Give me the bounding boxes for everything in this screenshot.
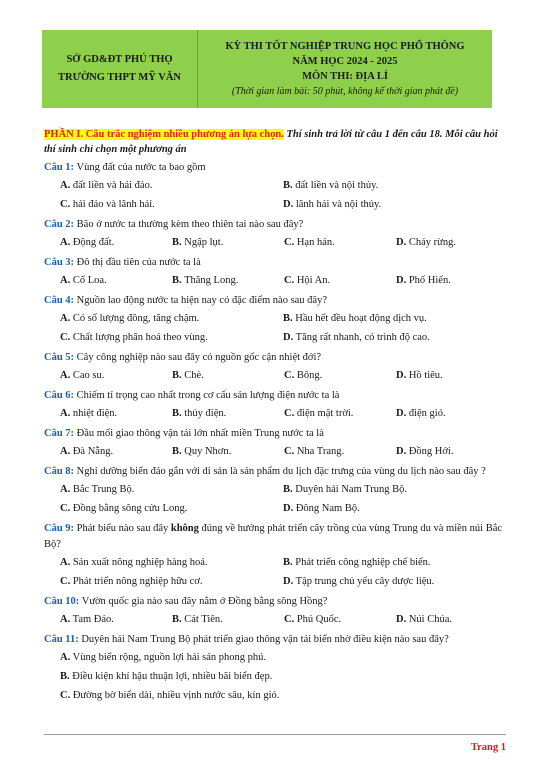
option-b[interactable]: B. Điều kiện khí hậu thuận lợi, nhiều bãi biển đẹp. (60, 671, 273, 682)
question-text: Vùng đất của nước ta bao gồm (74, 162, 206, 173)
option-d[interactable]: D. Đồng Hới. (396, 446, 454, 457)
section-title: PHẦN I. Câu trắc nghiệm nhiều phương án lựa chọn. (44, 129, 284, 140)
option-c[interactable]: C. Chất lượng phân hoá theo vùng. (60, 332, 208, 343)
school-year: NĂM HỌC 2024 - 2025 (292, 56, 398, 67)
time-note: (Thời gian làm bài: 50 phút, không kể thời gian phát đề) (231, 86, 459, 97)
option-b[interactable]: B. Thăng Long. (172, 275, 239, 286)
option-c[interactable]: C. Nha Trang. (284, 446, 345, 457)
option-d[interactable]: D. Phố Hiến. (396, 275, 451, 286)
question-4: Câu 4: Nguồn lao động nước ta hiện nay có đặc điểm nào sau đây? A. Có số lượng đông, tăng chậm. B. Hầu hết đều hoạt động dịch vụ. C. Chất lượng phân hoá theo vùng. D. Tăng rất nhanh, có trình độ cao. (44, 293, 506, 347)
question-1 (44, 160, 506, 214)
option-b[interactable]: B. Duyên hải Nam Trung Bộ. (283, 484, 407, 495)
option-a[interactable]: A. Đà Nẵng. (60, 446, 114, 457)
option-b[interactable]: B. Chè. (172, 370, 204, 381)
option-c[interactable]: C. Hạn hán. (284, 237, 335, 248)
option-d[interactable]: D. lãnh hải và nội thủy. (283, 199, 382, 210)
negation-emphasis: không (170, 523, 199, 534)
page-number: Trang 1 (470, 742, 506, 753)
section-instruction: Thí sinh trả lời từ câu 1 đến câu 18. Mỗi câu hỏi thí sinh chỉ chọn một phương án (44, 129, 498, 155)
subject: MÔN THI: ĐỊA LÍ (302, 71, 388, 82)
option-b[interactable]: B. đất liền và nội thủy. (283, 180, 379, 191)
exam-header (42, 30, 492, 108)
section-heading (44, 127, 506, 157)
option-c[interactable]: C. điện mặt trời. (284, 408, 354, 419)
exam-title: KỲ THI TỐT NGHIỆP TRUNG HỌC PHỔ THÔNG (225, 41, 465, 52)
option-a[interactable]: A. Tam Đảo. (60, 614, 114, 625)
option-b[interactable]: B. Hầu hết đều hoạt động dịch vụ. (283, 313, 427, 324)
option-d[interactable]: D. Tập trung chủ yếu cây dược liệu. (283, 576, 435, 587)
option-d[interactable]: D. Hồ tiêu. (396, 370, 443, 381)
option-a[interactable]: A. Vùng biển rộng, nguồn lợi hải sản phong phú. (60, 652, 267, 663)
option-d[interactable]: D. Tăng rất nhanh, có trình độ cao. (283, 332, 430, 343)
question-6: Câu 6: Chiếm tỉ trọng cao nhất trong cơ cấu sản lượng điện nước ta là A. nhiệt điện. B. thủy điện. C. điện mặt trời. D. điện gió. (44, 388, 506, 423)
exam-info (198, 30, 492, 108)
option-b[interactable]: B. thủy điện. (172, 408, 227, 419)
question-10: Câu 10: Vườn quốc gia nào sau đây nằm ở Đồng bằng sông Hồng? A. Tam Đảo. B. Cát Tiên. C. Phú Quốc. D. Núi Chúa. (44, 594, 506, 629)
option-a[interactable]: A. Sản xuất nông nghiệp hàng hoá. (60, 557, 208, 568)
option-c[interactable]: C. Phát triển nông nghiệp hữu cơ. (60, 576, 203, 587)
option-c[interactable]: C. hải đảo và lãnh hải. (60, 199, 155, 210)
option-a[interactable]: A. Bắc Trung Bộ. (60, 484, 135, 495)
option-c[interactable]: C. Đồng bằng sông cửu Long. (60, 503, 188, 514)
option-a[interactable]: A. Cao su. (60, 370, 105, 381)
option-a[interactable]: A. nhiệt điện. (60, 408, 118, 419)
question-9: Câu 9: Phát biểu nào sau đây không đúng về hướng phát triển cây trồng của vùng Trung du và miền núi Bắc Bộ? A. Sản xuất nông nghiệp hàng hoá. B. Phát triển công nghiệp chế biến. C. Phát triển nông nghiệp hữu cơ. D. Tập trung chủ yếu cây dược liệu. (44, 521, 506, 591)
question-11: Câu 11: Duyên hải Nam Trung Bộ phát triển giao thông vận tải biển nhờ điều kiện nào sau đây? A. Vùng biển rộng, nguồn lợi hải sản phong phú. B. Điều kiện khí hậu thuận lợi, nhiều bãi biển đẹp. C. Đường bờ biển dài, nhiều vịnh nước sâu, kín gió. (44, 632, 506, 705)
question-5: Câu 5: Cây công nghiệp nào sau đây có nguồn gốc cận nhiệt đới? A. Cao su. B. Chè. C. Bông. D. Hồ tiêu. (44, 350, 506, 385)
option-d[interactable]: D. Cháy rừng. (396, 237, 456, 248)
question-label: Câu 1: (44, 162, 75, 173)
option-c[interactable]: C. Hội An. (284, 275, 331, 286)
option-c[interactable]: C. Phú Quốc. (284, 614, 342, 625)
option-a[interactable]: A. Cổ Loa. (60, 275, 107, 286)
option-a[interactable]: A. Động đất. (60, 237, 115, 248)
option-b[interactable]: B. Cát Tiên. (172, 614, 223, 625)
option-c[interactable]: C. Đường bờ biển dài, nhiều vịnh nước sâu, kín gió. (60, 690, 280, 701)
department-name: SỞ GD&ĐT PHÚ THỌ (66, 54, 173, 65)
school-info (42, 30, 198, 108)
option-b[interactable]: B. Phát triển công nghiệp chế biến. (283, 557, 431, 568)
exam-content (44, 127, 506, 705)
option-d[interactable]: D. điện gió. (396, 408, 446, 419)
option-d[interactable]: D. Đông Nam Bộ. (283, 503, 360, 514)
question-2: Câu 2: Bão ở nước ta thường kèm theo thiên tai nào sau đây? A. Động đất. B. Ngập lụt. C. Hạn hán. D. Cháy rừng. (44, 217, 506, 252)
option-b[interactable]: B. Quy Nhơn. (172, 446, 232, 457)
question-3: Câu 3: Đô thị đầu tiên của nước ta là A. Cổ Loa. B. Thăng Long. C. Hội An. D. Phố Hiến. (44, 255, 506, 290)
school-name: TRƯỜNG THPT MỸ VĂN (58, 72, 181, 83)
option-a[interactable]: A. Có số lượng đông, tăng chậm. (60, 313, 200, 324)
option-d[interactable]: D. Núi Chúa. (396, 614, 453, 625)
option-c[interactable]: C. Bông. (284, 370, 323, 381)
footer-divider (44, 734, 506, 735)
option-b[interactable]: B. Ngập lụt. (172, 237, 224, 248)
question-7: Câu 7: Đầu mối giao thông vận tải lớn nhất miền Trung nước ta là A. Đà Nẵng. B. Quy Nhơn. C. Nha Trang. D. Đồng Hới. (44, 426, 506, 461)
option-a[interactable]: A. đất liền và hải đảo. (60, 180, 153, 191)
question-8: Câu 8: Nghỉ dưỡng biển đảo gắn với di sản là sản phẩm du lịch đặc trưng của vùng du lịch nào sau đây ? A. Bắc Trung Bộ. B. Duyên hải Nam Trung Bộ. C. Đồng bằng sông cửu Long. D. Đông Nam Bộ. (44, 464, 506, 518)
